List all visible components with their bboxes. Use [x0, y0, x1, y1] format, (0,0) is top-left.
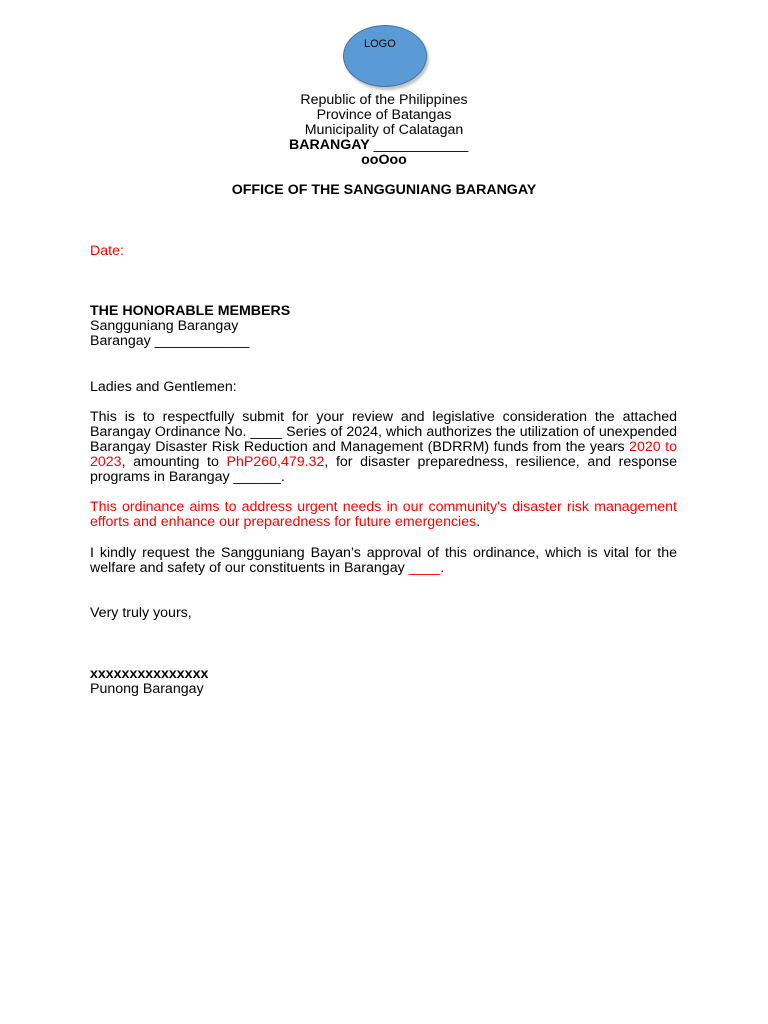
addressee-barangay: Barangay ____________ — [90, 333, 250, 349]
date-label: Date: — [90, 243, 124, 259]
signature-name: xxxxxxxxxxxxxxx — [90, 666, 209, 682]
p3-text: I kindly request the Sangguniang Bayan’s approval of this ordinance, which is vital for the welfare and safety of our constituents in Barangay — [90, 545, 677, 576]
p1-text-a: This is to respectfully submit for your review and legislative consideration the attached Barangay Ordinance No. ____ Series of 2024, which authorizes the utilization of unexpended Barangay Disaster Risk Reduction and Management (BDRRM) funds from the years — [90, 409, 677, 455]
body-paragraph-2 — [90, 500, 677, 530]
barangay-label: BARANGAY — [289, 137, 370, 153]
salutation: Ladies and Gentlemen: — [90, 379, 237, 395]
addressee-council: Sangguniang Barangay — [90, 318, 239, 334]
p1-amount: PhP260,479.32 — [226, 454, 325, 470]
logo-label: LOGO — [364, 38, 396, 50]
p2-end: . — [476, 514, 481, 530]
closing: Very truly yours, — [90, 605, 192, 621]
signature-title: Punong Barangay — [90, 681, 204, 697]
p1-text-c: , for disaster preparedness, resilience, and response programs in Barangay ______. — [90, 454, 678, 485]
p3-end: . — [440, 560, 445, 576]
body-paragraph-1 — [90, 410, 677, 485]
addressee-title: THE HONORABLE MEMBERS — [90, 303, 291, 319]
p1-years: 2020 to 2023 — [90, 439, 677, 470]
body-paragraph-3 — [90, 546, 677, 576]
p1-text-b: , amounting to — [121, 454, 227, 470]
header-republic: Republic of the Philippines — [300, 92, 468, 108]
header-province: Province of Batangas — [316, 107, 452, 123]
header-divider: ooOoo — [361, 152, 407, 168]
logo-placeholder — [343, 25, 427, 87]
barangay-blank: ____________ — [373, 137, 469, 153]
p2-text: This ordinance aims to address urgent needs in our community's disaster risk management efforts and enhance our preparedness for future emergencies — [90, 499, 677, 530]
header-barangay-line — [289, 138, 468, 153]
header-municipality: Municipality of Calatagan — [304, 122, 464, 138]
p3-blank: ____ — [408, 560, 441, 576]
office-title: OFFICE OF THE SANGGUNIANG BARANGAY — [231, 182, 537, 198]
